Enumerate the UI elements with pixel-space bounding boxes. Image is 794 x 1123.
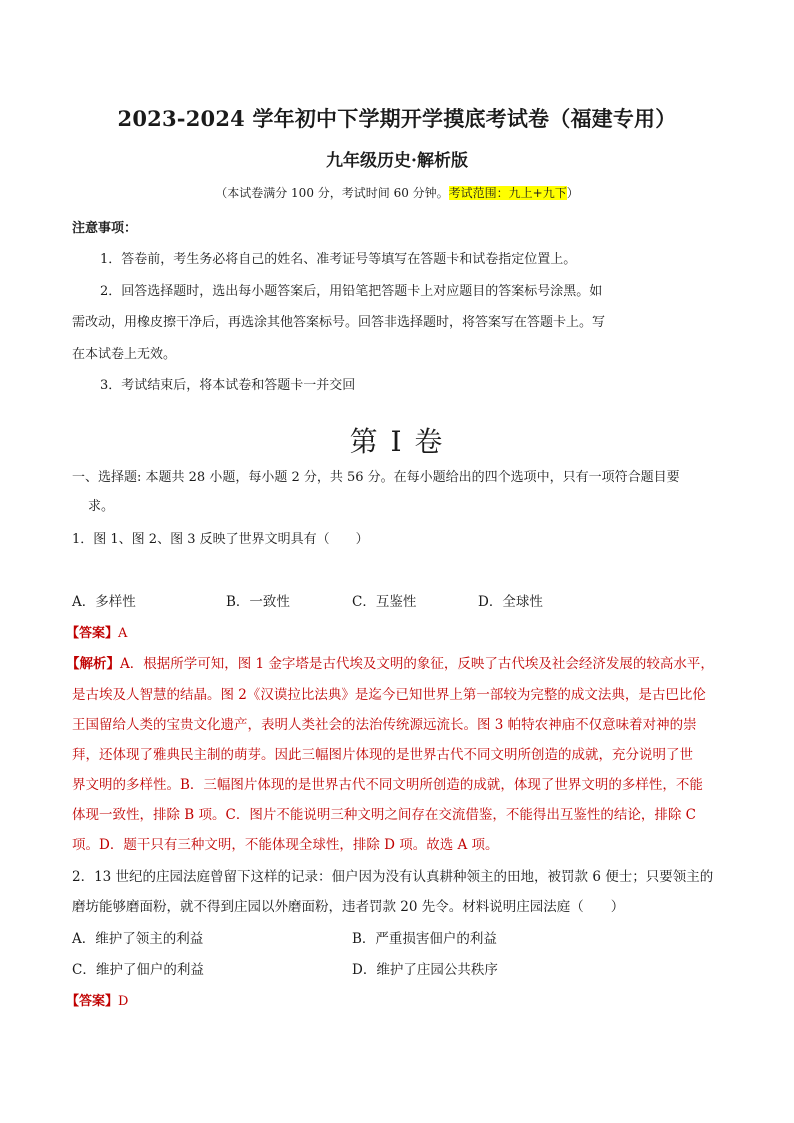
q1-answer-value: A [118, 626, 128, 641]
exam-info [0, 184, 794, 201]
q2-option-c: C．维护了佃户的利益 [72, 962, 204, 978]
q2-answer-value: D [118, 994, 129, 1009]
notice-heading: 注意事项： [72, 221, 138, 236]
q2-option-d: D．维护了庄园公共秩序 [352, 962, 498, 978]
q1-analysis-line-3: 王国留给人类的宝贵文化遗产，表明人类社会的法治传统源远流长。图 3 帕特农神庙不仅意味着对神的崇 [72, 717, 697, 733]
notice-item-2-line-2: 需改动，用橡皮擦干净后，再选涂其他答案标号。回答非选择题时，将答案写在答题卡上。写 [72, 315, 606, 330]
volume-title: 第 I 卷 [349, 425, 445, 458]
q1-analysis-line-5: 界文明的多样性。B．三幅图片体现的是世界古代不同文明所创造的成就，体现了世界文明的多样性，不能 [72, 777, 703, 793]
q2-stem-line-1: 2．13 世纪的庄园法庭曾留下这样的记录：佃户因为没有认真耕种领主的田地，被罚款 6 便士；只要领主的 [72, 869, 714, 885]
q1-analysis-line-4: 拜，还体现了雅典民主制的萌芽。因此三幅图片体现的是世界古代不同文明所创造的成就，充分说明了世 [72, 747, 693, 763]
section-heading-line-2: 求。 [88, 499, 115, 514]
page-title: 2023-2024 学年初中下学期开学摸底考试卷（福建专用） [117, 106, 677, 131]
notice-item-2-line-3: 在本试卷上无效。 [72, 347, 177, 362]
q1-answer-label: 【答案】 [66, 626, 119, 641]
notice-item-3: 3．考试结束后，将本试卷和答题卡一并交回 [100, 378, 356, 393]
page-subtitle: 九年级历史·解析版 [326, 151, 468, 171]
q2-option-b: B．严重损害佃户的利益 [352, 931, 497, 947]
q1-option-b: B．一致性 [226, 594, 290, 610]
notice-item-2-line-1: 2．回答选择题时，选出每小题答案后，用铅笔把答题卡上对应题目的答案标号涂黑。如 [100, 284, 603, 299]
exam-info-prefix: （本试卷满分 100 分，考试时间 60 分钟。 [215, 186, 449, 200]
q1-analysis-label: 【解析】 [66, 656, 120, 672]
q2-answer [66, 990, 726, 1009]
q1-analysis-line-7: 项。D．题干只有三种文明，不能体现全球性，排除 D 项。故选 A 项。 [72, 837, 499, 853]
section-heading-line-1: 一、选择题: 本题共 28 小题，每小题 2 分，共 56 分。在每小题给出的四个选项中，只有一项符合题目要 [72, 470, 680, 485]
q1-analysis-line-1: A．根据所学可知，图 1 金字塔是古代埃及文明的象征，反映了古代埃及社会经济发展的较高水平， [120, 656, 714, 672]
q1-stem: 1．图 1、图 2、图 3 反映了世界文明具有（ ） [72, 532, 369, 547]
notice-item-1: 1．答卷前，考生务必将自己的姓名、准考证号等填写在答题卡和试卷指定位置上。 [100, 252, 577, 267]
q1-answer [66, 622, 726, 641]
exam-scope-highlight: 考试范围：九上+九下 [448, 186, 567, 200]
q2-stem-line-2: 磨坊能够磨面粉，就不得到庄园以外磨面粉，违者罚款 20 先令。材料说明庄园法庭（ ） [72, 899, 625, 915]
q1-option-c: C．互鉴性 [352, 594, 417, 610]
q1-option-d: D．全球性 [478, 594, 543, 610]
q2-answer-label: 【答案】 [66, 994, 119, 1009]
q1-analysis-line-6: 体现一致性，排除 B 项。C．图片不能说明三种文明之间存在交流借鉴，不能得出互鉴性的结论，排除 C [72, 807, 696, 823]
q1-analysis-line-2: 是古埃及人智慧的结晶。图 2《汉谟拉比法典》是迄今已知世界上第一部较为完整的成文法典，是古巴比伦 [72, 687, 706, 703]
exam-info-suffix: ） [566, 186, 579, 200]
q1-option-a: A．多样性 [72, 594, 136, 610]
q2-option-a: A．维护了领主的利益 [72, 931, 204, 947]
